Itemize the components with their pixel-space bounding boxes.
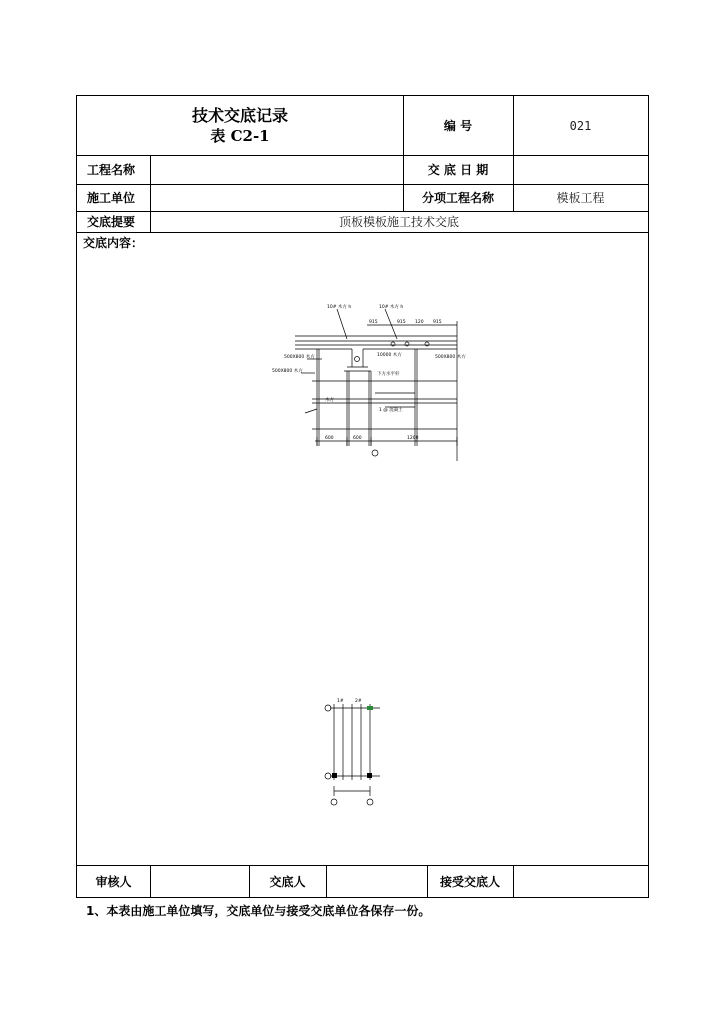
receiver-value [513,866,648,897]
drawing-label: 600 [353,436,362,441]
disclosure-form [76,95,649,898]
form-title: 技术交底记录 [191,105,288,125]
date-label: 交 底 日 期 [427,163,489,177]
drawing-label: 1# [337,699,344,704]
form-subtitle: 表 C2-1 [210,126,270,145]
project-name-value [155,155,401,184]
drawing-label: 500X800 木方 [284,355,315,360]
drawing-label: 500X800 木方 [435,355,466,360]
drawing-label: 915 [433,320,442,325]
reviewer-label: 审核人 [95,875,132,889]
drawing-label: 下方水平杆 [377,372,400,377]
subproject-label: 分项工程名称 [421,191,494,205]
drawing-label: 1200 [407,436,419,441]
contractor-value [155,184,401,211]
drawing-label: 600 [325,436,334,441]
drawing-label: 915 [397,320,406,325]
summary-value: 顶板模板施工技术交底 [338,215,459,229]
reviewer-value [150,866,249,897]
form-footnote: 1、本表由施工单位填写，交底单位与接受交底单位各保存一份。 [86,904,431,918]
project-name-label: 工程名称 [87,163,136,177]
form-title-block [77,96,403,155]
receiver-label: 接受交底人 [439,875,500,889]
summary-label: 交底提要 [87,215,136,229]
drawing-label: 10# 木方 h [327,305,352,310]
drawing-label: 120 [415,320,424,325]
drawing-label: 915 [369,320,378,325]
drawing-label: 2# [355,699,362,704]
drawing-label: 木方 [325,398,334,403]
presenter-value [326,866,427,897]
drawing-label: 10000 木方 [377,353,402,358]
content-label: 交底内容： [83,235,144,250]
date-value [513,155,648,184]
drawing-label: 500X800 木方 [272,369,303,374]
number-label: 编 号 [443,119,473,133]
subproject-value: 模板工程 [556,191,605,205]
contractor-label: 施工单位 [87,191,136,205]
number-value: 021 [569,118,592,133]
drawing-label: 10# 木方 h [379,305,404,310]
drawing-label: 1 @ 混凝土 [379,408,403,413]
post-layout-drawing [320,696,400,821]
formwork-section-drawing [267,301,567,461]
presenter-label: 交底人 [269,875,306,889]
